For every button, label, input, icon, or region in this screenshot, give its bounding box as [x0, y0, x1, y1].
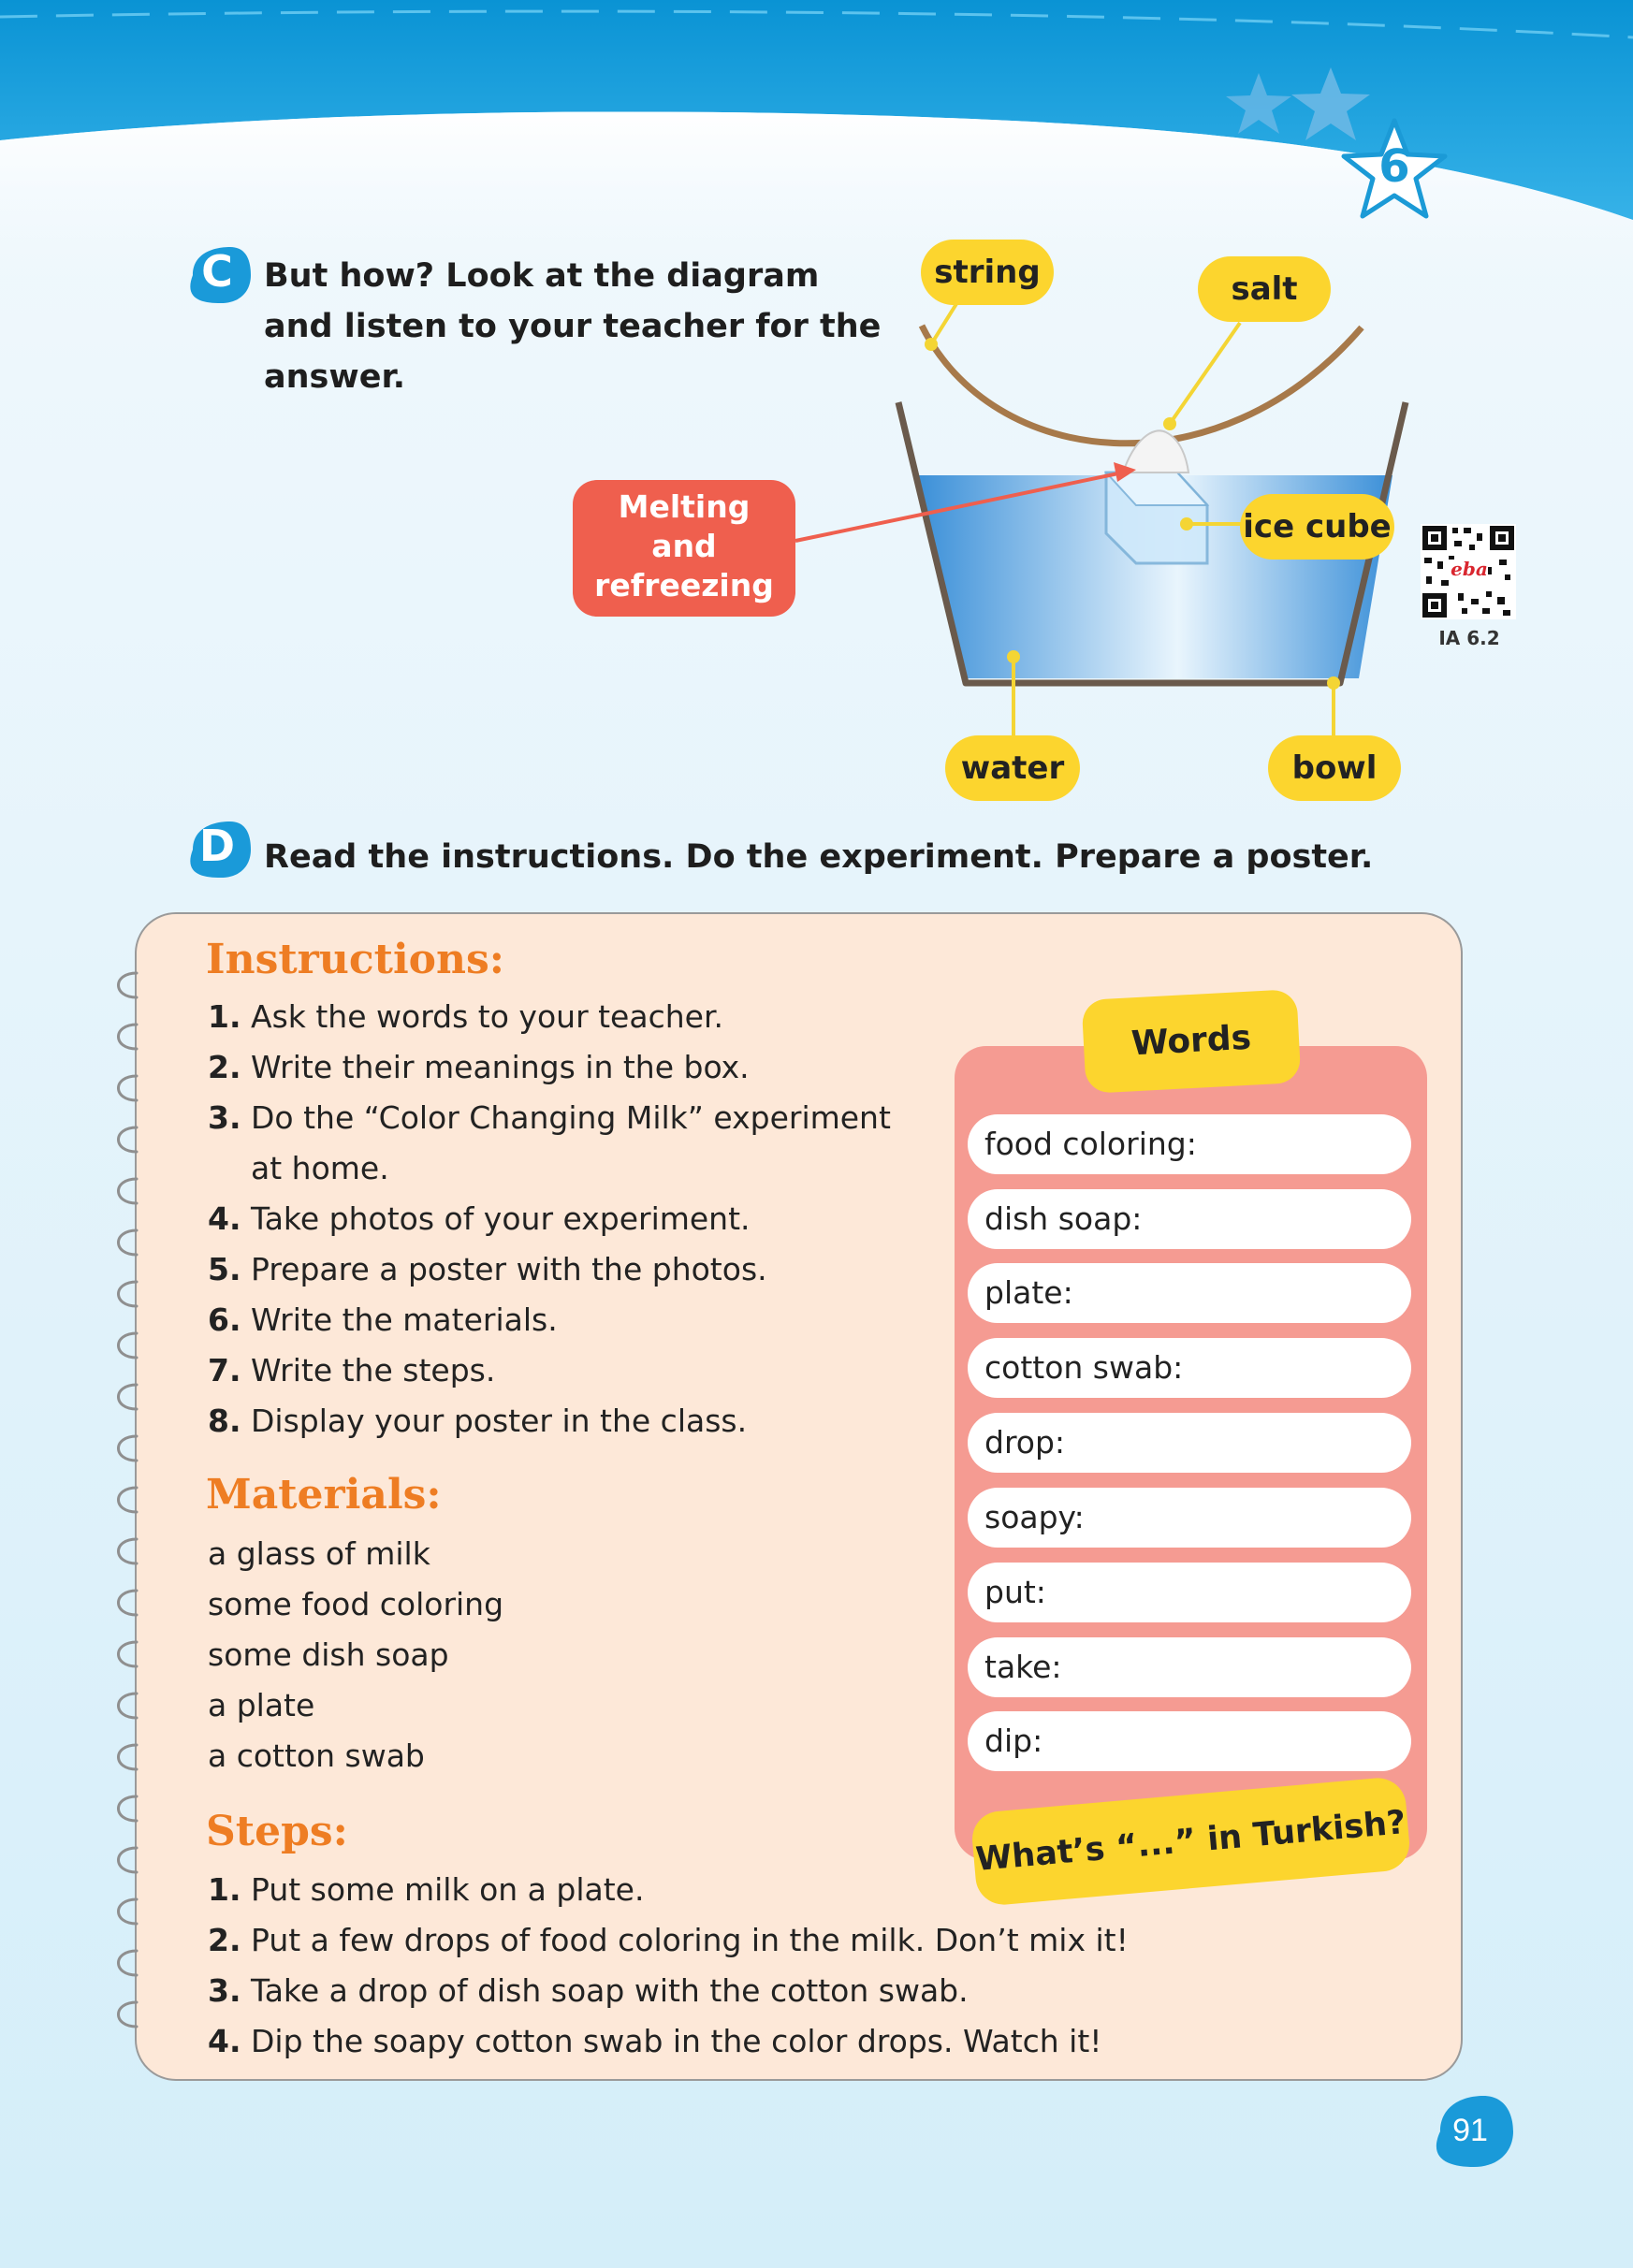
word-entry-drop[interactable]: drop: — [968, 1413, 1411, 1473]
material-item: a plate — [208, 1687, 315, 1723]
section-c-letter: C — [201, 246, 233, 297]
label-salt: salt — [1198, 256, 1331, 322]
instructions-heading: Instructions: — [206, 936, 505, 983]
step-item: 2. Put a few drops of food coloring in the milk. Don’t mix it! — [208, 1922, 1129, 1958]
melting-callout-line: refreezing — [594, 567, 774, 603]
word-entry-food-coloring[interactable]: food coloring: — [968, 1114, 1411, 1174]
melting-callout-line: Melting — [618, 488, 751, 525]
materials-heading: Materials: — [206, 1471, 442, 1519]
instruction-item: 8. Display your poster in the class. — [208, 1403, 748, 1439]
section-c-line: answer. — [264, 358, 406, 396]
instruction-item: 4. Take photos of your experiment. — [208, 1200, 751, 1237]
word-entry-soapy[interactable]: soapy: — [968, 1488, 1411, 1548]
material-item: some dish soap — [208, 1636, 449, 1673]
experiment-diagram — [0, 0, 1633, 842]
word-entry-plate[interactable]: plate: — [968, 1263, 1411, 1323]
steps-heading: Steps: — [206, 1808, 348, 1855]
label-bowl: bowl — [1268, 735, 1401, 801]
melting-callout-line: and — [651, 528, 717, 564]
melting-callout — [573, 480, 795, 617]
instruction-item: 6. Write the materials. — [208, 1301, 558, 1338]
material-item: a glass of milk — [208, 1535, 430, 1572]
qr-logo: eba — [1451, 558, 1488, 580]
word-entry-take[interactable]: take: — [968, 1637, 1411, 1697]
steps-list — [208, 1865, 1424, 2067]
materials-list — [208, 1529, 863, 1781]
label-water: water — [945, 735, 1080, 801]
instruction-item: 1. Ask the words to your teacher. — [208, 998, 723, 1035]
instruction-item: 2. Write their meanings in the box. — [208, 1049, 750, 1085]
words-title: Words — [1082, 989, 1302, 1094]
step-item: 4. Dip the soapy cotton swab in the color drops. Watch it! — [208, 2023, 1102, 2059]
page-number: 91 — [1452, 2113, 1488, 2148]
section-d-text: Read the instructions. Do the experiment. Prepare a poster. — [264, 838, 1374, 876]
section-d-letter: D — [198, 821, 236, 871]
qr-caption: IA 6.2 — [1438, 627, 1500, 649]
word-entry-dish-soap[interactable]: dish soap: — [968, 1189, 1411, 1249]
section-c-line: and listen to your teacher for the — [264, 308, 882, 345]
instruction-item: 7. Write the steps. — [208, 1352, 496, 1388]
step-item: 3. Take a drop of dish soap with the cotton swab. — [208, 1972, 969, 2009]
string-shape — [922, 326, 1362, 443]
unit-number: 6 — [1378, 140, 1410, 193]
word-entry-cotton-swab[interactable]: cotton swab: — [968, 1338, 1411, 1398]
material-item: some food coloring — [208, 1586, 504, 1622]
material-item: a cotton swab — [208, 1737, 425, 1774]
word-entry-dip[interactable]: dip: — [968, 1711, 1411, 1771]
word-entry-put[interactable]: put: — [968, 1563, 1411, 1622]
instruction-item: 5. Prepare a poster with the photos. — [208, 1251, 767, 1287]
label-ice-cube: ice cube — [1240, 494, 1394, 560]
instructions-list — [208, 992, 956, 1447]
turkish-prompt: What’s “...” in Turkish? — [970, 1776, 1412, 1907]
step-item: 1. Put some milk on a plate. — [208, 1871, 645, 1908]
instruction-item: 3. Do the “Color Changing Milk” experiment at home. — [208, 1099, 891, 1186]
label-string: string — [921, 240, 1054, 305]
section-c-line: But how? Look at the diagram — [264, 257, 820, 295]
